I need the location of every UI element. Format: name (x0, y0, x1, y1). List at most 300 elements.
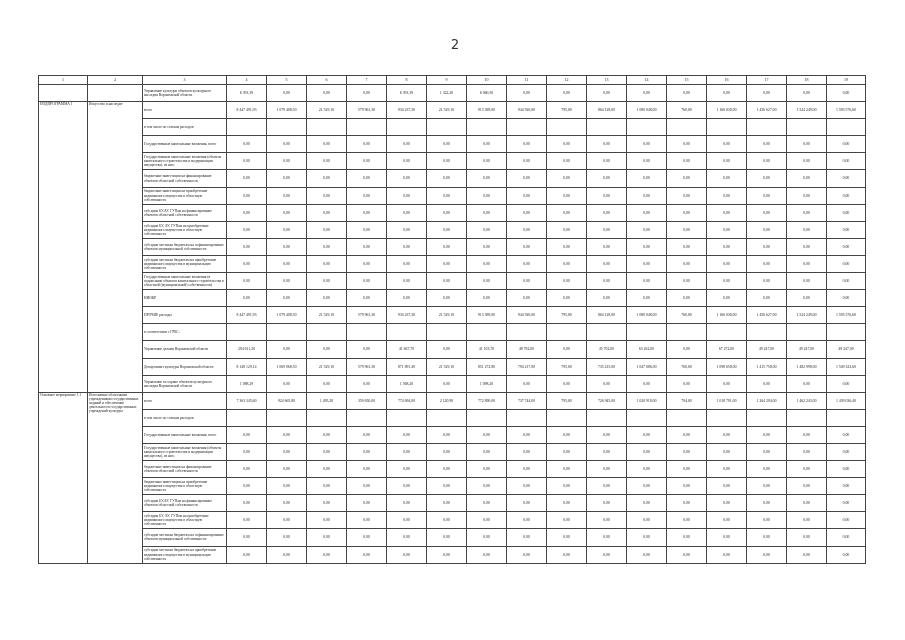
amount-cell: 0,00 (307, 153, 347, 170)
column-number: 4 (227, 76, 267, 85)
amount-cell: 0,00 (227, 238, 267, 255)
amount-cell: 0,00 (747, 443, 787, 460)
amount-cell: 1 018 791,00 (707, 392, 747, 409)
amount-cell: 0,00 (667, 495, 707, 512)
amount-cell: 0,00 (667, 512, 707, 529)
amount-cell (427, 119, 467, 136)
column-number: 5 (267, 76, 307, 85)
amount-cell: 21 529,10 (427, 102, 467, 119)
amount-cell: 21 529,10 (307, 307, 347, 324)
amount-cell: 0,00 (227, 255, 267, 272)
column-number: 18 (787, 76, 827, 85)
expense-item-cell: субсидии БУ, АУ, ГУПам на приобретение недвижимого имущества в областную собственность (143, 512, 227, 529)
amount-cell: 0,00 (507, 426, 547, 443)
table-row (39, 392, 866, 409)
amount-cell: 864 128,00 (587, 102, 627, 119)
amount-cell: 0,00 (667, 426, 707, 443)
table-row (39, 478, 866, 495)
column-number-row (39, 76, 866, 85)
expense-item-cell: Государственные капитальные вложения (объекты капитального строительства и модернизации имущества), из них: (143, 443, 227, 460)
amount-cell (347, 324, 387, 341)
amount-cell: 0,00 (787, 238, 827, 255)
amount-cell (587, 119, 627, 136)
amount-cell: 0,00 (507, 512, 547, 529)
amount-cell: 0,00 (787, 187, 827, 204)
expense-item-cell: Управление культуры объектов культурного наследия Воронежской области (143, 85, 227, 102)
amount-cell: 67 272,00 (707, 341, 747, 358)
amount-cell: 0,00 (747, 478, 787, 495)
amount-cell: 0,00 (667, 221, 707, 238)
amount-cell (227, 324, 267, 341)
amount-cell: 1 166 030,00 (707, 102, 747, 119)
amount-cell: 0,00 (747, 495, 787, 512)
amount-cell: 579 961,30 (347, 358, 387, 375)
expense-item-cell: субсидии БУ,АУ, ГУПам на финансирование объектов областной собственности (143, 204, 227, 221)
amount-cell (547, 409, 587, 426)
amount-cell: 8 148 129,14 (227, 358, 267, 375)
amount-cell: 0,00 (827, 512, 866, 529)
amount-cell: 41 103,70 (467, 341, 507, 358)
amount-cell: 8 447 491,93 (227, 307, 267, 324)
amount-cell: 0,00 (667, 443, 707, 460)
amount-cell: 0,00 (747, 204, 787, 221)
amount-cell (507, 324, 547, 341)
amount-cell: 0,00 (267, 546, 307, 563)
amount-cell: 0,00 (507, 136, 547, 153)
amount-cell: 0,00 (507, 85, 547, 102)
expense-item-cell: субсидии БУ,АУ, ГУПам на финансирование объектов областной собственности (143, 495, 227, 512)
amount-cell (347, 409, 387, 426)
amount-cell: 0,00 (267, 461, 307, 478)
amount-cell: 0,00 (587, 204, 627, 221)
column-number: 16 (707, 76, 747, 85)
amount-cell: 41 667,70 (387, 341, 427, 358)
amount-cell: 0,00 (467, 136, 507, 153)
amount-cell: 0,00 (627, 204, 667, 221)
amount-cell: 0,00 (787, 443, 827, 460)
amount-cell: 0,00 (387, 221, 427, 238)
amount-cell (387, 409, 427, 426)
expense-item-cell: Государственные капитальные вложения (объекты капитального строительства и модернизации имущества), из них: (143, 153, 227, 170)
amount-cell (427, 324, 467, 341)
amount-cell: 0,00 (307, 341, 347, 358)
amount-cell: 0,00 (227, 443, 267, 460)
amount-cell: 0,00 (787, 170, 827, 187)
amount-cell: 0,00 (387, 187, 427, 204)
amount-cell: 0,00 (347, 136, 387, 153)
amount-cell: 0,00 (267, 85, 307, 102)
amount-cell: 0,00 (787, 221, 827, 238)
amount-cell: 0,00 (267, 238, 307, 255)
amount-cell: 1 098,20 (467, 375, 507, 392)
amount-cell: 0,00 (627, 238, 667, 255)
amount-cell: 0,00 (827, 495, 866, 512)
table-row (39, 341, 866, 358)
table-row (39, 85, 866, 102)
amount-cell: 0,00 (627, 290, 667, 307)
amount-cell: 0,00 (427, 153, 467, 170)
amount-cell: 0,00 (627, 529, 667, 546)
amount-cell: 0,00 (627, 85, 667, 102)
amount-cell: 0,00 (587, 136, 627, 153)
amount-cell: 0,00 (547, 375, 587, 392)
amount-cell (467, 409, 507, 426)
amount-cell: 21 529,10 (307, 102, 347, 119)
amount-cell (547, 324, 587, 341)
amount-cell: 0,00 (427, 255, 467, 272)
amount-cell: 1 593 576,60 (827, 307, 866, 324)
amount-cell: 0,00 (547, 290, 587, 307)
section-name-cell: Исполнение областными учреждениями государственных заданий и обеспечение деятельности государственных учреждений культуры (88, 392, 143, 563)
expense-item-cell: бюджетные инвестиции на финансирование объектов областной собственности (143, 170, 227, 187)
amount-cell: 0,00 (387, 153, 427, 170)
amount-cell: 0,00 (787, 153, 827, 170)
table-row (39, 307, 866, 324)
amount-cell: 737 744,00 (507, 392, 547, 409)
amount-cell: 0,00 (307, 443, 347, 460)
amount-cell: 1 069 068,50 (267, 358, 307, 375)
amount-cell: 0,00 (787, 85, 827, 102)
amount-cell: 0,00 (427, 136, 467, 153)
amount-cell: 1 482 998,00 (787, 358, 827, 375)
amount-cell: 0,00 (267, 478, 307, 495)
amount-cell: 1 080 048,00 (627, 102, 667, 119)
amount-cell: 579 961,30 (347, 307, 387, 324)
amount-cell: 0,00 (227, 546, 267, 563)
amount-cell: 1 439 036,40 (827, 392, 866, 409)
amount-cell: 794,00 (667, 392, 707, 409)
amount-cell: 0,00 (587, 461, 627, 478)
amount-cell: 795,00 (547, 358, 587, 375)
amount-cell: 0,00 (307, 255, 347, 272)
amount-cell: 0,00 (667, 255, 707, 272)
amount-cell: 0,00 (427, 341, 467, 358)
amount-cell (467, 324, 507, 341)
amount-cell: 0,00 (467, 461, 507, 478)
amount-cell: 0,00 (707, 255, 747, 272)
table-row (39, 204, 866, 221)
amount-cell: 21 529,10 (307, 358, 347, 375)
amount-cell: 0,00 (587, 443, 627, 460)
amount-cell: 0,00 (787, 495, 827, 512)
amount-cell: 0,00 (827, 136, 866, 153)
amount-cell: 0,00 (547, 443, 587, 460)
amount-cell: 0,00 (747, 529, 787, 546)
amount-cell: 0,00 (467, 290, 507, 307)
amount-cell: 0,00 (427, 426, 467, 443)
amount-cell: 0,00 (267, 426, 307, 443)
amount-cell: 0,00 (347, 238, 387, 255)
amount-cell (667, 409, 707, 426)
amount-cell: 0,00 (587, 153, 627, 170)
amount-cell: 0,00 (707, 238, 747, 255)
amount-cell: 0,00 (307, 461, 347, 478)
amount-cell: 0,00 (747, 221, 787, 238)
amount-cell (787, 324, 827, 341)
amount-cell: 0,00 (227, 273, 267, 290)
amount-cell: 0,00 (467, 512, 507, 529)
amount-cell: 0,00 (587, 255, 627, 272)
amount-cell: 0,00 (667, 85, 707, 102)
amount-cell: 1 524 249,00 (787, 307, 827, 324)
amount-cell: 0,00 (387, 273, 427, 290)
amount-cell: 0,00 (467, 238, 507, 255)
amount-cell: 0,00 (267, 512, 307, 529)
amount-cell: 0,00 (627, 153, 667, 170)
expense-item-cell: субсидии местным бюджетам на приобретение недвижимого имущества в муниципальную собственность (143, 546, 227, 563)
amount-cell: 0,00 (747, 426, 787, 443)
amount-cell: 0,00 (707, 375, 747, 392)
amount-cell: 0,00 (547, 478, 587, 495)
amount-cell: 0,00 (387, 478, 427, 495)
amount-cell: 0,00 (707, 204, 747, 221)
amount-cell: 0,00 (227, 187, 267, 204)
amount-cell: 0,00 (707, 512, 747, 529)
amount-cell: 0,00 (307, 238, 347, 255)
amount-cell: 0,00 (707, 153, 747, 170)
amount-cell: 0,00 (627, 170, 667, 187)
amount-cell: 1 080 048,00 (627, 307, 667, 324)
amount-cell (827, 324, 866, 341)
amount-cell: 0,00 (667, 136, 707, 153)
amount-cell: 0,00 (267, 529, 307, 546)
amount-cell: 0,00 (307, 204, 347, 221)
amount-cell: 0,00 (227, 221, 267, 238)
table-row (39, 546, 866, 563)
amount-cell: 0,00 (707, 495, 747, 512)
column-number: 13 (587, 76, 627, 85)
amount-cell: 0,00 (627, 512, 667, 529)
amount-cell: 2 120,90 (427, 392, 467, 409)
amount-cell (627, 119, 667, 136)
amount-cell: 1 020 918,00 (627, 392, 667, 409)
amount-cell: 0,00 (627, 546, 667, 563)
amount-cell: 0,00 (507, 273, 547, 290)
amount-cell: 0,00 (387, 204, 427, 221)
amount-cell: 1 568,20 (387, 375, 427, 392)
amount-cell: 0,00 (427, 170, 467, 187)
amount-cell: 0,00 (307, 495, 347, 512)
amount-cell: 0,00 (827, 273, 866, 290)
amount-cell: 0,00 (387, 255, 427, 272)
amount-cell (827, 409, 866, 426)
amount-cell: 0,00 (267, 375, 307, 392)
amount-cell: 0,00 (747, 85, 787, 102)
amount-cell: 0,00 (547, 136, 587, 153)
expense-item-cell: всего (143, 102, 227, 119)
amount-cell: 0,00 (507, 443, 547, 460)
amount-cell: 0,00 (267, 136, 307, 153)
table-row (39, 461, 866, 478)
amount-cell: 0,00 (387, 529, 427, 546)
amount-cell: 0,00 (667, 187, 707, 204)
amount-cell: 0,00 (467, 495, 507, 512)
amount-cell: 0,00 (347, 426, 387, 443)
amount-cell: 1 079 408,50 (267, 102, 307, 119)
amount-cell (307, 324, 347, 341)
amount-cell (747, 324, 787, 341)
section-code-cell: Основное мероприятие 1.1 (39, 392, 88, 563)
amount-cell: 0,00 (227, 529, 267, 546)
amount-cell (467, 119, 507, 136)
amount-cell: 6 391,39 (227, 85, 267, 102)
amount-cell: 0,00 (387, 290, 427, 307)
amount-cell: 0,00 (827, 170, 866, 187)
amount-cell (707, 119, 747, 136)
table-row (39, 426, 866, 443)
amount-cell (227, 119, 267, 136)
amount-cell: 0,00 (547, 273, 587, 290)
amount-cell: 0,00 (787, 461, 827, 478)
amount-cell: 0,00 (347, 170, 387, 187)
amount-cell: 0,00 (547, 170, 587, 187)
amount-cell: 0,00 (507, 187, 547, 204)
expense-item-cell: субсидии местным бюджетам на софинансирование объектов муниципальной собственности (143, 529, 227, 546)
amount-cell: 21 529,10 (427, 358, 467, 375)
amount-cell: 1 549 323,60 (827, 358, 866, 375)
amount-cell: 0,00 (667, 478, 707, 495)
amount-cell (747, 119, 787, 136)
amount-cell: 0,00 (547, 204, 587, 221)
column-number: 9 (427, 76, 467, 85)
amount-cell: 0,00 (507, 255, 547, 272)
amount-cell: 760,00 (667, 102, 707, 119)
amount-cell: 0,00 (667, 290, 707, 307)
amount-cell: 0,00 (547, 461, 587, 478)
column-number: 8 (387, 76, 427, 85)
amount-cell: 1 322,20 (427, 85, 467, 102)
amount-cell: 0,00 (747, 546, 787, 563)
amount-cell: 0,00 (627, 426, 667, 443)
amount-cell: 1 415 758,00 (747, 358, 787, 375)
amount-cell: 0,00 (267, 170, 307, 187)
amount-cell: 0,00 (227, 290, 267, 307)
column-number: 12 (547, 76, 587, 85)
amount-cell: 0,00 (547, 255, 587, 272)
table-row (39, 324, 866, 341)
amount-cell: 6 060,50 (467, 85, 507, 102)
amount-cell: 0,00 (347, 290, 387, 307)
amount-cell (707, 409, 747, 426)
amount-cell: 0,00 (707, 273, 747, 290)
amount-cell: 294 611,20 (227, 341, 267, 358)
expense-item-cell: в том числе по статьям расходов (143, 119, 227, 136)
amount-cell (787, 119, 827, 136)
amount-cell: 0,00 (467, 529, 507, 546)
table-row (39, 187, 866, 204)
expense-item-cell: бюджетные инвестиции на приобретение недвижимого имущества в областную собственность (143, 187, 227, 204)
amount-cell (587, 324, 627, 341)
amount-cell: 0,00 (827, 290, 866, 307)
amount-cell: 8 447 491,93 (227, 102, 267, 119)
amount-cell: 0,00 (427, 495, 467, 512)
amount-cell: 0,00 (267, 153, 307, 170)
amount-cell (587, 409, 627, 426)
amount-cell: 0,00 (627, 221, 667, 238)
expense-item-cell: субсидии местным бюджетам на приобретение недвижимого имущества в муниципальную собственность (143, 255, 227, 272)
amount-cell: 0,00 (787, 255, 827, 272)
amount-cell: 0,00 (547, 426, 587, 443)
amount-cell: 0,00 (707, 85, 747, 102)
expense-item-cell: бюджетные инвестиции на финансирование объектов областной собственности (143, 461, 227, 478)
amount-cell: 0,00 (827, 187, 866, 204)
column-number: 10 (467, 76, 507, 85)
empty-cell (88, 85, 143, 102)
amount-cell: 0,00 (747, 170, 787, 187)
amount-cell: 0,00 (347, 478, 387, 495)
amount-cell: 0,00 (267, 290, 307, 307)
amount-cell: 0,00 (827, 426, 866, 443)
amount-cell: 0,00 (427, 187, 467, 204)
page-number: 2 (450, 38, 460, 53)
amount-cell: 0,00 (267, 221, 307, 238)
column-number: 7 (347, 76, 387, 85)
table-row (39, 443, 866, 460)
amount-cell: 0,00 (267, 273, 307, 290)
amount-cell (627, 324, 667, 341)
table-row (39, 102, 866, 119)
amount-cell: 0,00 (347, 255, 387, 272)
amount-cell: 0,00 (827, 153, 866, 170)
amount-cell: 0,00 (467, 187, 507, 204)
amount-cell: 0,00 (547, 187, 587, 204)
table-row (39, 136, 866, 153)
amount-cell (227, 409, 267, 426)
amount-cell: 0,00 (307, 529, 347, 546)
amount-cell: 0,00 (467, 443, 507, 460)
amount-cell: 0,00 (507, 204, 547, 221)
amount-cell (427, 409, 467, 426)
table-row (39, 529, 866, 546)
amount-cell: 0,00 (427, 204, 467, 221)
amount-cell: 0,00 (587, 546, 627, 563)
amount-cell: 0,00 (227, 478, 267, 495)
amount-cell: 0,00 (827, 375, 866, 392)
amount-cell (747, 409, 787, 426)
amount-cell: 0,00 (747, 153, 787, 170)
amount-cell: 0,00 (227, 170, 267, 187)
amount-cell: 0,00 (707, 290, 747, 307)
amount-cell: 0,00 (667, 273, 707, 290)
amount-cell: 0,00 (427, 221, 467, 238)
amount-cell: 0,00 (507, 495, 547, 512)
amount-cell: 0,00 (787, 375, 827, 392)
table-row (39, 273, 866, 290)
amount-cell: 0,00 (467, 255, 507, 272)
amount-cell: 0,00 (307, 170, 347, 187)
amount-cell: 0,00 (627, 478, 667, 495)
amount-cell: 0,00 (667, 546, 707, 563)
amount-cell: 0,00 (307, 375, 347, 392)
amount-cell: 0,00 (267, 443, 307, 460)
amount-cell: 934 237,30 (387, 102, 427, 119)
amount-cell (307, 119, 347, 136)
expense-item-cell: бюджетные инвестиции на приобретение недвижимого имущества в областную собственность (143, 478, 227, 495)
amount-cell: 0,00 (747, 375, 787, 392)
amount-cell: 0,00 (507, 170, 547, 187)
amount-cell: 0,00 (747, 273, 787, 290)
amount-cell: 0,00 (467, 426, 507, 443)
amount-cell: 795,00 (547, 307, 587, 324)
amount-cell: 0,00 (507, 290, 547, 307)
amount-cell: 0,00 (547, 512, 587, 529)
amount-cell: 0,00 (427, 443, 467, 460)
amount-cell: 0,00 (347, 221, 387, 238)
amount-cell (387, 324, 427, 341)
amount-cell: 0,00 (547, 546, 587, 563)
table-row (39, 153, 866, 170)
amount-cell: 934 237,30 (387, 307, 427, 324)
